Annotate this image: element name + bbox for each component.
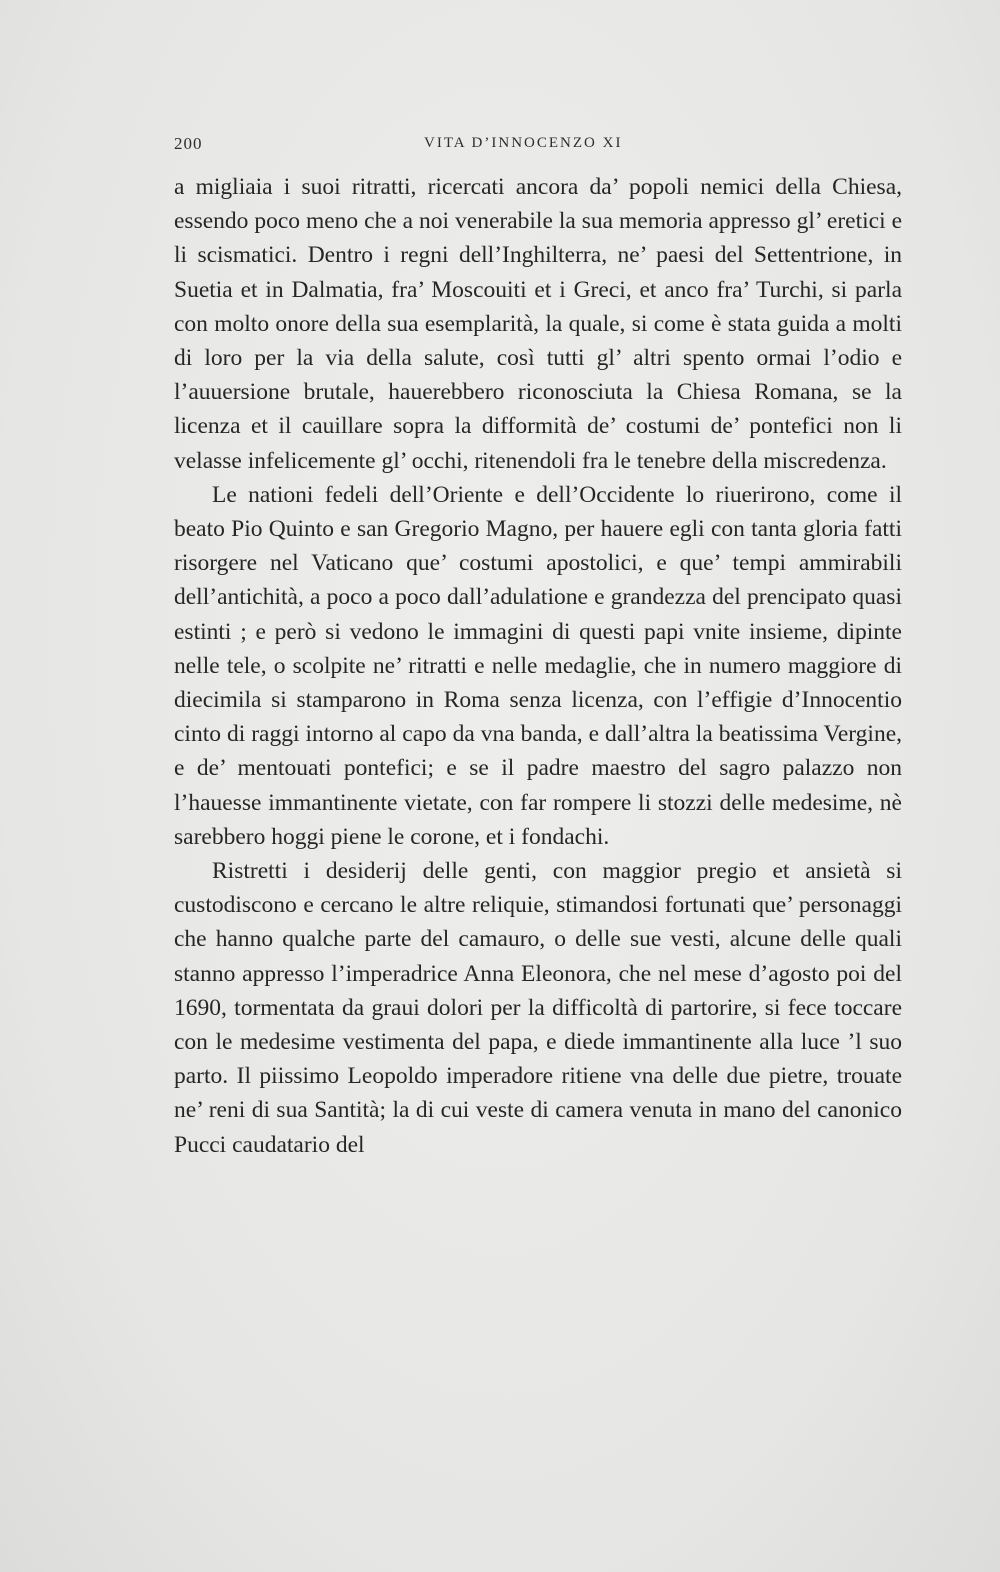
- body-text: [174, 170, 902, 1162]
- running-title: VITA D’INNOCENZO XI: [424, 135, 623, 151]
- paragraph-1: a migliaia i suoi ritratti, ricercati ancora da’ popoli nemici della Chiesa, essendo poco meno che a noi venerabile la sua memoria appresso gl’ eretici e li scismatici. Dentro i regni dell’Inghilterra, ne’ paesi del Settentrione, in Suetia et in Dalmatia, fra’ Moscouiti et i Greci, et anco fra’ Turchi, si parla con molto onore della sua esemplarità, la quale, si come è stata guida a molti di loro per la via della salute, così tutti gl’ altri spento ormai l’odio e l’auuersione brutale, hauerebbero riconosciuta la Chiesa Romana, se la licenza et il cauillare sopra la difformità de’ costumi de’ pontefici non li velasse infelicemente gl’ occhi, ritenendoli fra le tenebre della miscredenza.: [174, 174, 902, 474]
- paragraph-2: Le nationi fedeli dell’Oriente e dell’Occidente lo riuerirono, come il beato Pio Quinto e san Gregorio Magno, per hauere egli con tanta gloria fatti risorgere nel Vaticano que’ costumi apostolici, e que’ tempi ammirabili dell’antichità, a poco a poco dall’adulatione e grandezza del prencipato quasi estinti ; e però si vedono le immagini di questi papi vnite insieme, dipinte nelle tele, o scolpite ne’ ritratti e nelle medaglie, che in numero maggiore di diecimila si stamparono in Roma senza licenza, con l’effigie d’Innocentio cinto di raggi intorno al capo da vna banda, e dall’altra la beatissima Vergine, e de’ mentouati pontefici; e se il padre maestro del sagro palazzo non l’hauesse immantinente vietate, con far rompere li stozzi delle medesime, nè sarebbero hoggi piene le corone, et i fondachi.: [174, 481, 902, 850]
- running-head: [174, 134, 902, 158]
- page-number: 200: [174, 134, 203, 153]
- paragraph-3: Ristretti i desiderij delle genti, con maggior pregio et ansietà si custodiscono e cercano le altre reliquie, stimandosi fortunati que’ personaggi che hanno qualche parte del camauro, o delle sue vesti, alcune delle quali stanno appresso l’imperadrice Anna Eleonora, che nel mese d’agosto poi del 1690, tormentata da graui dolori per la difficoltà di partorire, si fece toccare con le medesime vestimenta del papa, e diede immantinente alla luce ’l suo parto. Il piissimo Leopoldo imperadore ritiene vna delle due pietre, trouate ne’ reni di sua Santità; la di cui veste di camera venuta in mano del canonico Pucci caudatario del: [174, 858, 902, 1158]
